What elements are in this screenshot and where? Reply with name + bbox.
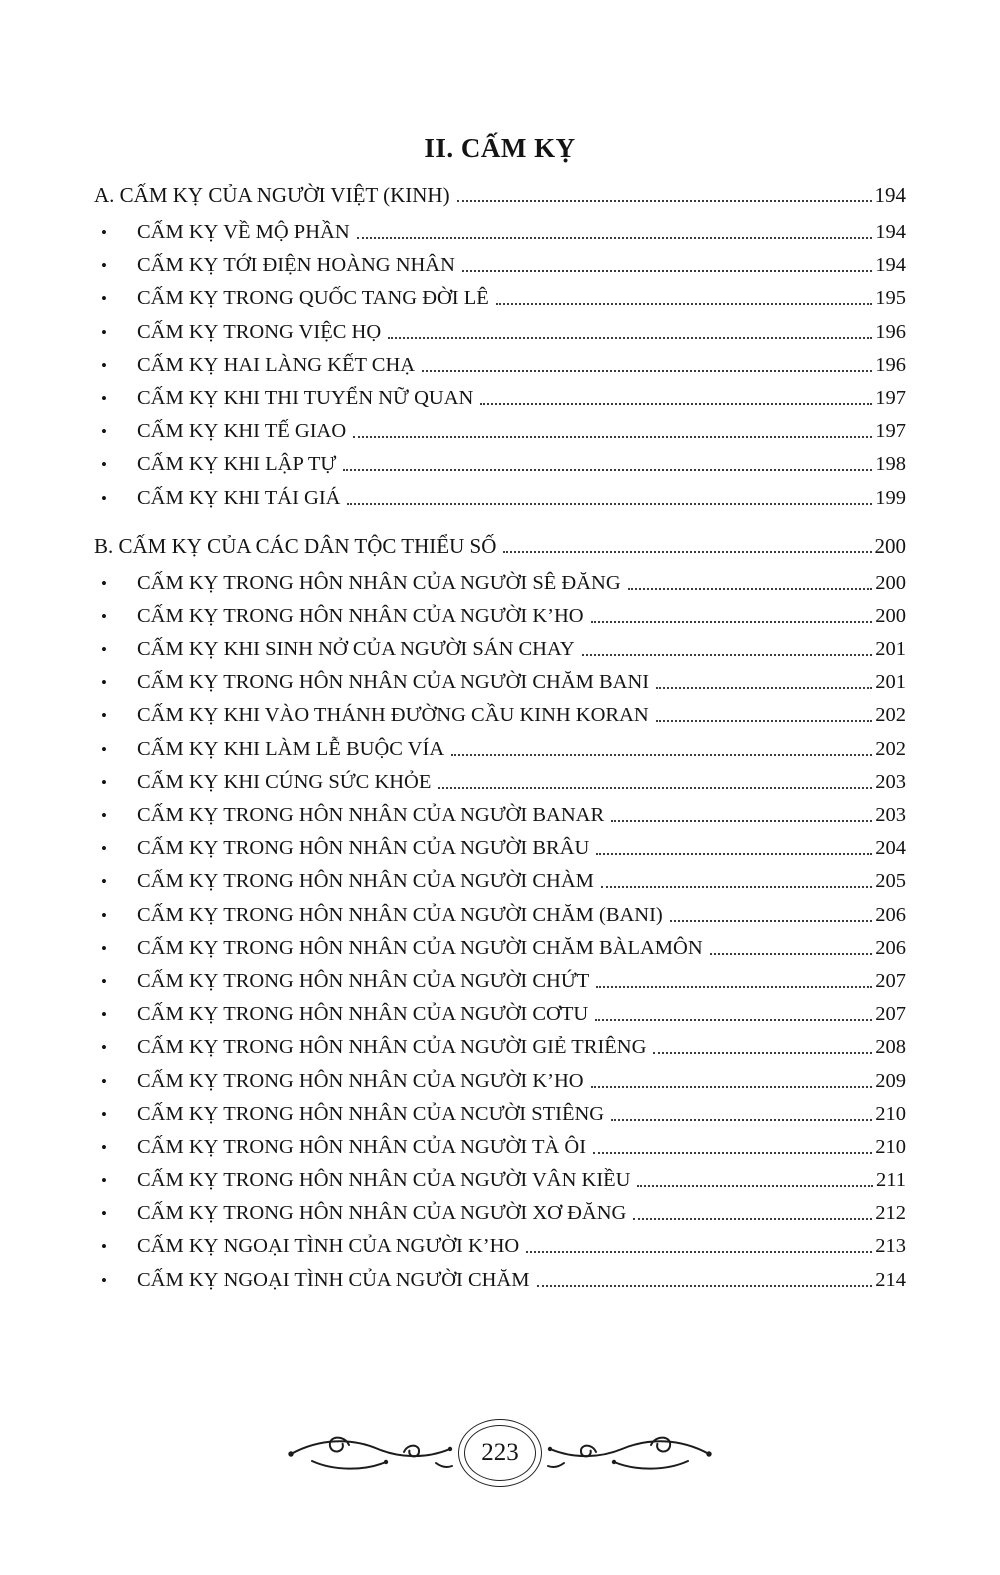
bullet-icon: • [101,355,107,375]
dotted-leader [591,621,873,623]
flourish-left-icon [286,1418,454,1487]
toc-section-page: 200 [874,533,906,558]
toc-item-label: CẤM KỴ TRONG HÔN NHÂN CỦA NGƯỜI BANAR [137,804,605,826]
bullet-icon: • [101,938,107,958]
toc-item [94,865,906,898]
dotted-leader [526,1251,872,1253]
toc-item-page: 196 [875,320,906,343]
bullet-icon: • [101,1171,107,1191]
toc-item [94,899,906,932]
dotted-leader [462,270,872,272]
toc-item-page: 202 [875,737,906,760]
bullet-icon: • [101,739,107,759]
bullet-icon: • [101,488,107,508]
bullet-icon: • [101,706,107,726]
toc-item [94,666,906,699]
page-footer-ornament [0,1418,1000,1487]
dotted-leader [656,720,873,722]
toc-item [94,733,906,766]
toc-item-label: CẤM KỴ TRONG HÔN NHÂN CỦA NGƯỜI CHÀM [137,870,594,893]
toc-item-page: 201 [875,671,906,694]
dotted-leader [343,469,872,471]
toc-item [94,448,906,481]
toc-item-label: CẤM KỴ TRONG HÔN NHÂN CỦA NGƯỜI CHĂM BANI [137,671,650,694]
toc-item-page: 204 [875,837,906,860]
toc-item [94,600,906,633]
bullet-icon: • [101,256,107,276]
toc-item-page: 213 [875,1235,906,1258]
toc-item-label: CẤM KỴ NGOẠI TÌNH CỦA NGƯỜI CHĂM [137,1268,530,1291]
toc-item [94,282,906,315]
toc-item [94,1197,906,1230]
toc-item-page: 214 [875,1268,906,1291]
toc-section-header [94,185,906,206]
dotted-leader [611,1119,872,1121]
bullet-icon: • [101,1270,107,1290]
toc-item-label: CẤM KỴ TRONG HÔN NHÂN CỦA NGƯỜI BRÂU [137,837,590,860]
toc-item-page: 197 [875,420,906,443]
toc-section-page: 194 [874,183,906,207]
bullet-icon: • [101,322,107,342]
toc-item [94,382,906,415]
toc-item-label: CẤM KỴ KHI TÁI GIÁ [137,486,341,509]
toc-item-page: 201 [875,638,906,661]
toc-section-label: A. CẤM KỴ CỦA NGƯỜI VIỆT (KINH) [94,183,450,207]
bullet-icon: • [101,1204,107,1224]
toc-item [94,965,906,998]
toc-item-label: CẤM KỴ NGOẠI TÌNH CỦA NGƯỜI K’HO [137,1235,520,1258]
bullet-icon: • [101,289,107,309]
dotted-leader [653,1052,872,1054]
toc-item-page: 202 [875,704,906,727]
toc-section-label: B. CẤM KỴ CỦA CÁC DÂN TỘC THIỂU SỐ [94,533,497,558]
dotted-leader [537,1285,873,1287]
toc-item-label: CẤM KỴ TRONG HÔN NHÂN CỦA NGƯỜI VÂN KIỀU [137,1169,631,1192]
toc-item [94,633,906,666]
bullet-icon: • [101,673,107,693]
toc-item-label: CẤM KỴ TRONG HÔN NHÂN CỦA NGƯỜI K’HO [137,1069,584,1092]
toc-item-page: 196 [875,353,906,376]
bullet-icon: • [101,1237,107,1257]
toc-item-label: CẤM KỴ KHI LẬP TỰ [137,453,337,476]
toc-item [94,482,906,515]
bullet-icon: • [101,223,107,242]
dotted-leader [656,687,872,689]
toc-item [94,415,906,448]
toc-item [94,316,906,349]
toc-item-label: CẤM KỴ VỀ MỘ PHẦN [137,221,350,243]
toc-item-page: 205 [875,870,906,893]
dotted-leader [670,920,872,922]
bullet-icon: • [101,455,107,475]
page-number-medallion [458,1419,542,1487]
toc-item-page: 207 [875,969,906,992]
dotted-leader [496,303,872,305]
toc-item-page: 210 [875,1135,906,1158]
toc-item-page: 200 [875,604,906,627]
bullet-icon: • [101,606,107,626]
dotted-leader [593,1152,872,1154]
table-of-contents [94,185,906,1297]
toc-item-page: 195 [875,287,906,310]
dotted-leader [422,370,872,372]
bullet-icon: • [101,971,107,991]
dotted-leader [347,503,872,505]
bullet-icon: • [101,388,107,408]
dotted-leader [595,1019,872,1021]
toc-item-label: CẤM KỴ TRONG HÔN NHÂN CỦA NGƯỜI CƠTU [137,1003,589,1026]
toc-item-page: 200 [875,571,906,594]
toc-item-label: CẤM KỴ TRONG QUỐC TANG ĐỜI LÊ [137,287,489,310]
dotted-leader [451,754,872,756]
toc-item-page: 203 [875,770,906,793]
dotted-leader [591,1086,873,1088]
toc-section-header [94,533,906,558]
toc-item-label: CẤM KỴ TỚI ĐIỆN HOÀNG NHÂN [137,254,455,277]
toc-item-label: CẤM KỴ KHI CÚNG SỨC KHỎE [137,770,432,793]
bullet-icon: • [101,573,107,593]
flourish-right-icon [546,1418,714,1487]
toc-item-label: CẤM KỴ KHI SINH NỞ CỦA NGƯỜI SÁN CHAY [137,638,575,661]
dotted-leader [503,551,871,553]
bullet-icon: • [101,422,107,442]
dotted-leader [596,853,872,855]
toc-item-label: CẤM KỴ HAI LÀNG KẾT CHẠ [137,353,416,376]
toc-item [94,1164,906,1197]
toc-item-page: 203 [875,804,906,826]
dotted-leader [438,787,872,789]
toc-item-label: CẤM KỴ TRONG HÔN NHÂN CỦA NCƯỜI STIÊNG [137,1102,605,1125]
toc-item-page: 197 [875,386,906,409]
toc-item [94,799,906,832]
dotted-leader [457,200,872,202]
toc-item-label: CẤM KỴ KHI VÀO THÁNH ĐƯỜNG CẦU KINH KORAN [137,704,649,727]
toc-item [94,1031,906,1064]
bullet-icon: • [101,905,107,925]
dotted-leader [480,403,872,405]
toc-item-label: CẤM KỴ KHI TẾ GIAO [137,420,347,443]
toc-item [94,932,906,965]
dotted-leader [353,436,872,438]
toc-item [94,567,906,600]
dotted-leader [596,986,872,988]
dotted-leader [633,1218,872,1220]
toc-item-label: CẤM KỴ KHI THI TUYỂN NỮ QUAN [137,386,474,409]
toc-item [94,1131,906,1164]
toc-item [94,249,906,282]
toc-item [94,1098,906,1131]
bullet-icon: • [101,1137,107,1157]
bullet-icon: • [101,1071,107,1091]
dotted-leader [710,953,873,955]
toc-item-page: 210 [875,1102,906,1125]
toc-item-page: 206 [875,936,906,959]
toc-item-label: CẤM KỴ TRONG HÔN NHÂN CỦA NGƯỜI K’HO [137,604,584,627]
toc-item-label: CẤM KỴ TRONG HÔN NHÂN CỦA NGƯỜI GIẺ TRIÊNG [137,1036,647,1059]
dotted-leader [357,237,873,239]
toc-item-page: 208 [875,1036,906,1059]
bullet-icon: • [101,839,107,859]
toc-item [94,1065,906,1098]
dotted-leader [388,337,872,339]
toc-item-label: CẤM KỴ TRONG HÔN NHÂN CỦA NGƯỜI CHĂM (BANI) [137,903,663,926]
toc-item-page: 199 [875,486,906,509]
toc-item [94,766,906,799]
toc-item-page: 194 [875,254,906,277]
toc-item-label: CẤM KỴ TRONG HÔN NHÂN CỦA NGƯỜI CHĂM BÀLAMÔN [137,936,703,959]
footer-page-number: 223 [464,1425,536,1481]
bullet-icon: • [101,806,107,825]
page-title: II. CẤM KỴ [424,133,576,163]
toc-item [94,699,906,732]
toc-item-label: CẤM KỴ TRONG VIỆC HỌ [137,320,382,343]
dotted-leader [637,1185,873,1187]
toc-item [94,349,906,382]
toc-item-label: CẤM KỴ KHI LÀM LỄ BUỘC VÍA [137,737,445,760]
toc-item [94,832,906,865]
toc-item-page: 198 [875,453,906,476]
dotted-leader [628,588,873,590]
toc-item [94,1230,906,1263]
bullet-icon: • [101,1005,107,1025]
toc-item [94,216,906,249]
toc-item-page: 211 [876,1169,906,1192]
toc-item [94,998,906,1031]
bullet-icon: • [101,640,107,660]
toc-item-page: 212 [875,1202,906,1225]
toc-item-page: 194 [875,221,906,243]
toc-item-label: CẤM KỴ TRONG HÔN NHÂN CỦA NGƯỜI CHỨT [137,969,590,992]
bullet-icon: • [101,772,107,792]
toc-item-label: CẤM KỴ TRONG HÔN NHÂN CỦA NGƯỜI XƠ ĐĂNG [137,1202,627,1225]
toc-item-label: CẤM KỴ TRONG HÔN NHÂN CỦA NGƯỜI SÊ ĐĂNG [137,571,621,594]
bullet-icon: • [101,872,107,892]
toc-item [94,1264,906,1297]
toc-item-page: 206 [875,903,906,926]
dotted-leader [601,886,872,888]
toc-item-label: CẤM KỴ TRONG HÔN NHÂN CỦA NGƯỜI TÀ ÔI [137,1135,587,1158]
bullet-icon: • [101,1038,107,1058]
dotted-leader [611,820,872,822]
dotted-leader [582,654,873,656]
toc-item-page: 209 [875,1069,906,1092]
bullet-icon: • [101,1104,107,1124]
toc-item-page: 207 [875,1003,906,1026]
